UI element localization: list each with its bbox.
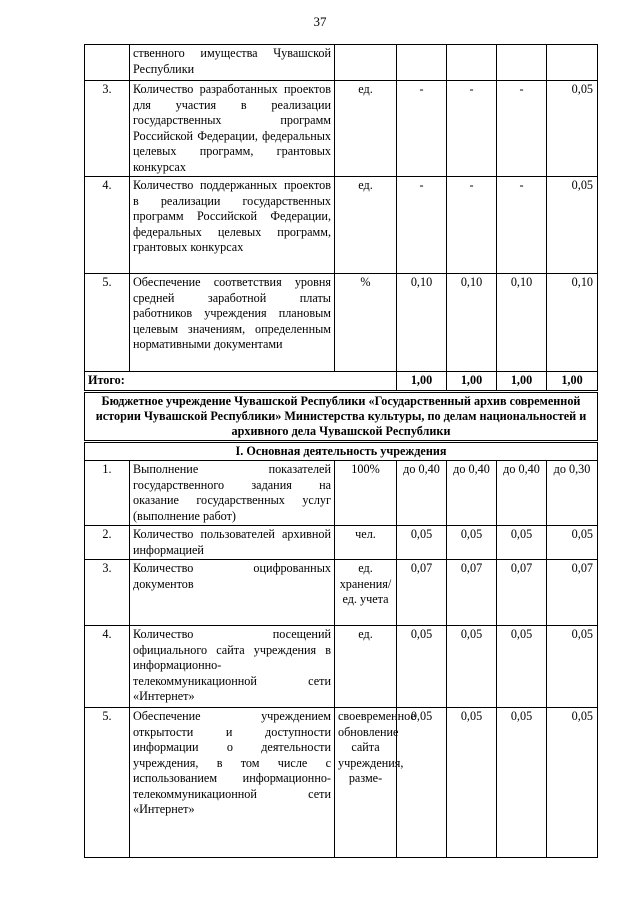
row-value: 0,05 (497, 708, 547, 858)
row-text: Количество оцифрованных документов (130, 560, 335, 626)
row-value (447, 45, 497, 81)
row-text: Обеспечение учреждением открытости и доступности информации о деятельности учреждения, в том числе с использованием информационно-телекоммуникационной сети «Интернет» (130, 708, 335, 858)
row-unit: чел. (335, 526, 397, 560)
table-row (85, 626, 598, 708)
row-unit: ед. хранения/ед. учета (335, 560, 397, 626)
row-value: 0,05 (447, 526, 497, 560)
row-text: ственного имущества Чувашской Республики (130, 45, 335, 81)
row-number: 2. (85, 526, 130, 560)
row-value: 0,07 (497, 560, 547, 626)
row-text: Количество пользователей архивной информацией (130, 526, 335, 560)
row-number: 5. (85, 274, 130, 372)
row-unit: 100% (335, 461, 397, 526)
row-value: 0,05 (397, 708, 447, 858)
row-unit: своевременное обновление сайта учреждения, разме- (335, 708, 397, 858)
row-value: 0,05 (547, 708, 598, 858)
row-number (85, 45, 130, 81)
row-value: 0,05 (547, 626, 598, 708)
row-value: 0,05 (447, 708, 497, 858)
total-value: 1,00 (497, 372, 547, 392)
table-row (85, 708, 598, 858)
row-unit: % (335, 274, 397, 372)
row-value: 0,05 (497, 626, 547, 708)
organization-row (85, 391, 598, 441)
total-label: Итого: (85, 372, 397, 392)
row-value: - (447, 81, 497, 177)
row-number: 5. (85, 708, 130, 858)
row-value: 0,10 (497, 274, 547, 372)
row-value (497, 45, 547, 81)
section-title: I. Основная деятельность учреждения (85, 441, 598, 461)
row-value (547, 45, 598, 81)
table-row (85, 81, 598, 177)
row-value: 0,05 (547, 177, 598, 274)
row-number: 4. (85, 626, 130, 708)
row-value: 0,05 (447, 626, 497, 708)
row-value: 0,05 (397, 526, 447, 560)
table-row (85, 274, 598, 372)
row-unit (335, 45, 397, 81)
row-value: 0,07 (447, 560, 497, 626)
row-value (397, 45, 447, 81)
row-number: 1. (85, 461, 130, 526)
row-number: 3. (85, 81, 130, 177)
row-unit: ед. (335, 626, 397, 708)
section-row (85, 441, 598, 461)
total-row (85, 372, 598, 392)
table-row (85, 461, 598, 526)
row-value: - (497, 177, 547, 274)
row-value: до 0,40 (397, 461, 447, 526)
row-value: - (397, 81, 447, 177)
row-value: 0,07 (397, 560, 447, 626)
row-value: до 0,40 (447, 461, 497, 526)
table-row (85, 526, 598, 560)
organization-title: Бюджетное учреждение Чувашской Республики «Государственный архив современной истории Чувашской Республики» Министерства культуры, по делам национальностей и архивного дела Чувашской Республики (85, 391, 598, 441)
row-unit: ед. (335, 81, 397, 177)
row-value: - (397, 177, 447, 274)
row-value: 0,05 (497, 526, 547, 560)
total-value: 1,00 (397, 372, 447, 392)
table-row (85, 45, 598, 81)
total-value: 1,00 (547, 372, 598, 392)
row-value: 0,05 (397, 626, 447, 708)
row-value: 0,05 (547, 526, 598, 560)
row-number: 4. (85, 177, 130, 274)
row-number: 3. (85, 560, 130, 626)
row-value: - (447, 177, 497, 274)
row-value: - (497, 81, 547, 177)
total-value: 1,00 (447, 372, 497, 392)
row-value: 0,05 (547, 81, 598, 177)
row-value: 0,10 (447, 274, 497, 372)
row-value: до 0,40 (497, 461, 547, 526)
indicators-table (84, 44, 598, 858)
table-row (85, 177, 598, 274)
row-value: 0,07 (547, 560, 598, 626)
row-value: 0,10 (397, 274, 447, 372)
table-row (85, 560, 598, 626)
row-text: Выполнение показателей государственного задания на оказание государственных услуг (выполнение работ) (130, 461, 335, 526)
page-number: 37 (313, 14, 327, 29)
row-text: Обеспечение соответствия уровня средней заработной платы работников учреждения плановым целевым значениям, определенным нормативными документами (130, 274, 335, 372)
row-value: до 0,30 (547, 461, 598, 526)
row-unit: ед. (335, 177, 397, 274)
row-text: Количество разработанных проектов для участия в реализации государственных программ Российской Федерации, федеральных целевых программ, грантовых конкурсах (130, 81, 335, 177)
row-text: Количество посещений официального сайта учреждения в информационно-телекоммуникационной сети «Интернет» (130, 626, 335, 708)
row-text: Количество поддержанных проектов в реализации государственных программ Российской Федерации, федеральных целевых программ, грантовых конкурсах (130, 177, 335, 274)
row-value: 0,10 (547, 274, 598, 372)
